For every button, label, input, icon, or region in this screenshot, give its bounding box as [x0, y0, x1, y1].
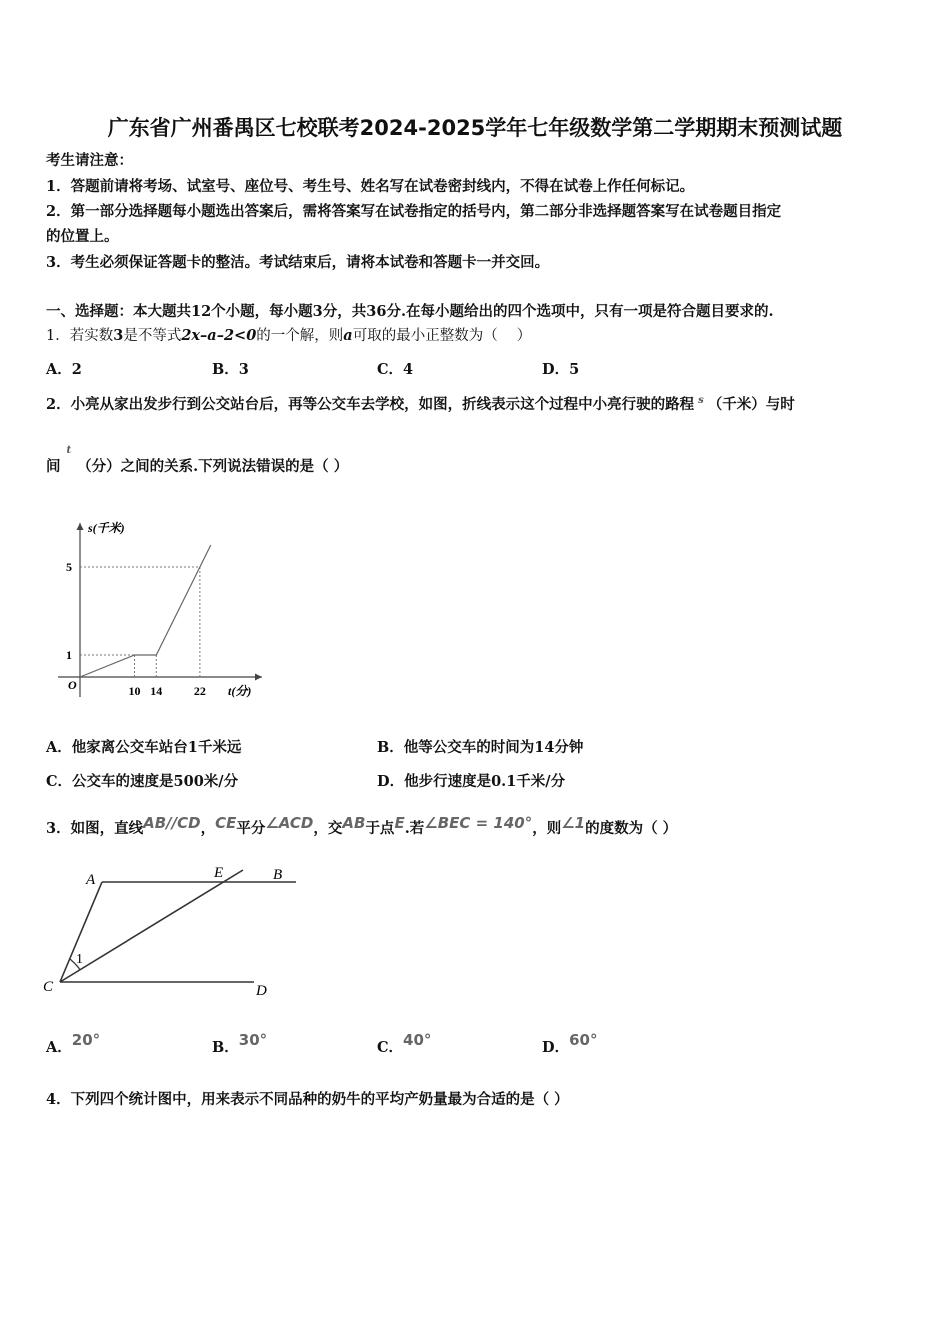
- q1-option-d: D．5: [542, 361, 580, 378]
- point-label-a: A: [86, 872, 96, 888]
- question-1: [46, 326, 531, 346]
- x-tick-label: 10: [128, 684, 141, 698]
- page-title: 广东省广州番禺区七校联考2024-2025学年七年级数学第二学期期末预测试题: [107, 116, 843, 140]
- q3-option-letter: A．: [46, 1039, 72, 1056]
- point-label-b: B: [273, 867, 283, 883]
- q3-math: ∠1: [561, 814, 586, 832]
- q2-text-line1-end: （千米）与时: [707, 396, 795, 413]
- q3-math: AB//CD: [143, 814, 201, 832]
- q3-option-letter: D．: [542, 1039, 570, 1056]
- y-axis-label: s(千米): [88, 521, 125, 535]
- q1-text-post: 的一个解，则: [256, 328, 344, 344]
- q3-option-value: 60°: [569, 1031, 598, 1049]
- question-4: 4．下列四个统计图中，用来表示不同品种的奶牛的平均产奶量最为合适的是（ ）: [46, 1091, 569, 1108]
- q3-text: 的度数为（ ）: [585, 820, 678, 837]
- q3-math: E: [394, 814, 405, 832]
- x-axis-label: t(分): [228, 684, 252, 698]
- q3-option-b: [212, 1031, 268, 1058]
- notice-item-2: 2．第一部分选择题每小题选出答案后，需将答案写在试卷指定的括号内，第二部分非选择题答案写在试卷题目指定: [46, 203, 782, 220]
- q3-option-a: [46, 1031, 101, 1058]
- q3-math: ∠ACD: [265, 814, 314, 832]
- y-tick-label: 1: [66, 648, 72, 662]
- q1-text-mid: 是不等式: [123, 328, 182, 344]
- q3-option-value: 30°: [238, 1031, 268, 1049]
- q2-var-s: s: [698, 395, 704, 406]
- q2-option-c: C．公交车的速度是500米/分: [46, 773, 239, 790]
- point-label-d: D: [256, 983, 267, 999]
- y-tick-label: 5: [66, 560, 72, 574]
- origin-label: O: [68, 678, 77, 692]
- question-2: [46, 395, 795, 417]
- q2-text-line2-end: （分）之间的关系.下列说法错误的是（ ）: [77, 458, 349, 475]
- q2-text-line1: 2．小亮从家出发步行到公交站台后，再等公交车去学校，如图，折线表示这个过程中小亮行驶的路程: [46, 396, 695, 413]
- point-label-c: C: [43, 979, 54, 995]
- q3-text: ，交: [313, 820, 343, 837]
- q1-inequality: 2x–a–2<0: [181, 327, 257, 344]
- q2-option-a: A．他家离公交车站台1千米远: [46, 739, 242, 756]
- notice-item-1: 1．答题前请将考场、试室号、座位号、考生号、姓名写在试卷密封线内，不得在试卷上作任何标记。: [46, 178, 695, 195]
- q2-option-d: D．他步行速度是0.1千米/分: [377, 773, 566, 790]
- q3-option-d: [542, 1031, 598, 1058]
- notice-item-3: 3．考生必须保证答题卡的整洁。考试结束后，请将本试卷和答题卡一并交回。: [46, 254, 550, 271]
- q1-option-c: C．4: [377, 361, 414, 378]
- q3-text: 平分: [236, 820, 266, 837]
- q2-text-line2-start: 间: [46, 458, 61, 475]
- geometry-figure: [38, 858, 308, 1006]
- notice-heading: 考生请注意：: [46, 152, 133, 169]
- q1-variable: a: [343, 327, 353, 344]
- q3-math: AB: [342, 814, 366, 832]
- q2-option-b: B．他等公交车的时间为14分钟: [377, 739, 584, 756]
- distance-time-chart: [50, 515, 280, 705]
- q3-option-value: 20°: [71, 1031, 101, 1049]
- series-line: [80, 545, 211, 677]
- q1-number: 3: [113, 327, 124, 344]
- x-tick-label: 22: [193, 684, 206, 698]
- notice-item-2-cont: 的位置上。: [46, 228, 119, 245]
- q2-var-t: t: [66, 445, 72, 456]
- q1-option-a: A．2: [46, 361, 82, 378]
- q1-text-end: 可取的最小正整数为（ ）: [352, 328, 532, 344]
- question-2-cont: [46, 445, 349, 479]
- angle-label-1: 1: [76, 952, 83, 967]
- q3-math: ∠BEC = 140°: [424, 814, 533, 832]
- question-3: [46, 814, 678, 839]
- q3-text: ，: [200, 820, 216, 837]
- q3-option-letter: B．: [212, 1039, 239, 1056]
- q3-text: 于点: [365, 820, 395, 837]
- q3-text: 3．如图，直线: [46, 820, 144, 837]
- guide-lines: [80, 567, 200, 677]
- q3-option-letter: C．: [377, 1039, 404, 1056]
- segment-ca: [60, 882, 102, 982]
- q3-text: ，则: [532, 820, 562, 837]
- q3-text: .若: [404, 820, 425, 837]
- point-label-e: E: [214, 865, 224, 881]
- q3-option-value: 40°: [403, 1031, 432, 1049]
- q3-math: CE: [215, 814, 237, 832]
- x-tick-label: 14: [150, 684, 163, 698]
- section-heading: 一、选择题：本大题共12个小题，每小题3分，共36分.在每小题给出的四个选项中，只有一项是符合题目要求的.: [46, 303, 774, 320]
- q1-option-b: B．3: [212, 361, 249, 378]
- q1-text-pre: 1．若实数: [46, 328, 114, 344]
- q3-option-c: [377, 1031, 432, 1058]
